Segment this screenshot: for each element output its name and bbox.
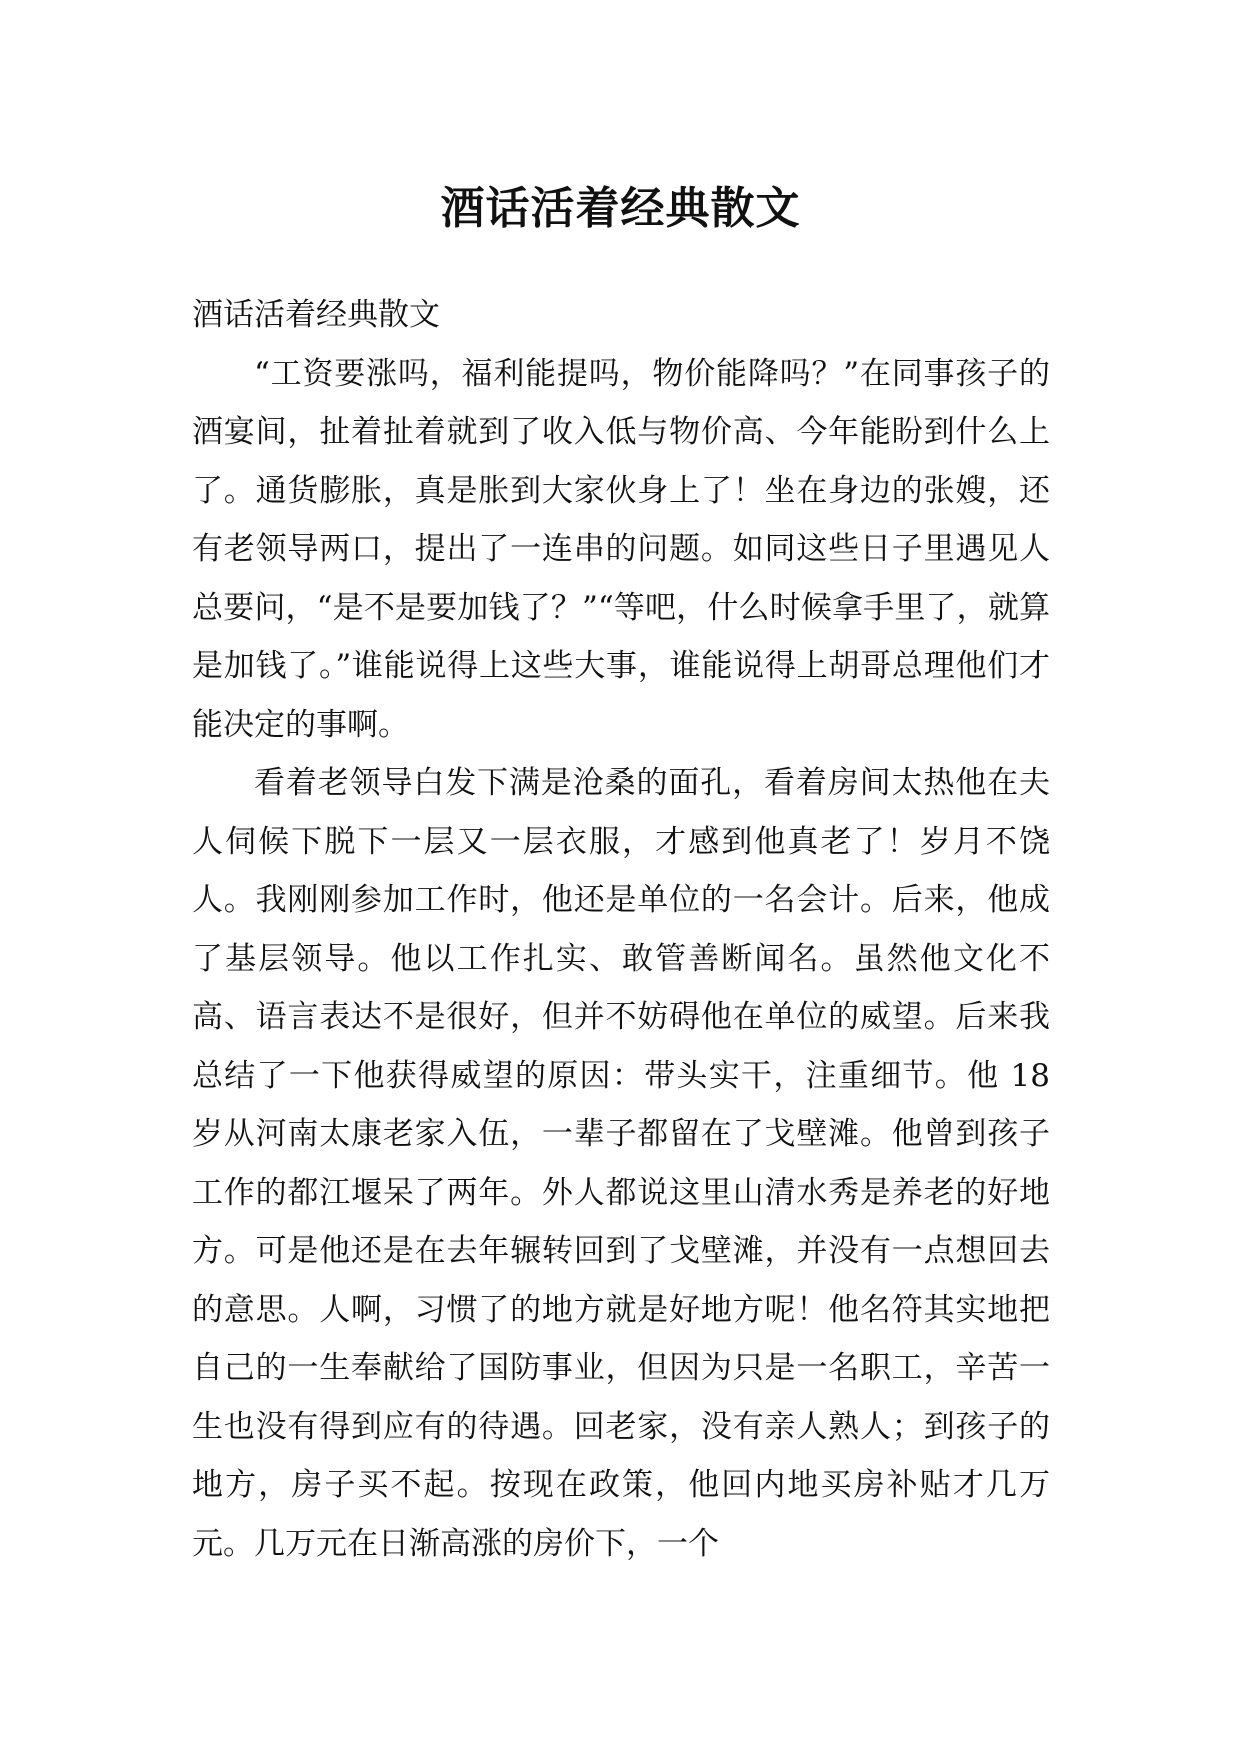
document-body	[192, 286, 1050, 1573]
document-subtitle: 酒话活着经典散文	[192, 297, 440, 333]
document-title: 酒话活着经典散文	[440, 183, 801, 235]
paragraph-2: 看着老领导白发下满是沧桑的面孔，看着房间太热他在夫人伺候下脱下一层又一层衣服，才感到他真老了！岁月不饶人。我刚刚参加工作时，他还是单位的一名会计。后来，他成了基层领导。他以工作扎实、敢管善断闻名。虽然他文化不高、语言表达不是很好，但并不妨碍他在单位的威望。后来我总结了一下他获得威望的原因：带头实干，注重细节。他 18 岁从河南太康老家入伍，一辈子都留在了戈壁滩。他曾到孩子工作的都江堰呆了两年。外人都说这里山清水秀是养老的好地方。可是他还是在去年辗转回到了戈壁滩，并没有一点想回去的意思。人啊，习惯了的地方就是好地方呢！他名符其实地把自己的一生奉献给了国防事业，但因为只是一名职工，辛苦一生也没有得到应有的待遇。回老家，没有亲人熟人；到孩子的地方，房子买不起。按现在政策，他回内地买房补贴才几万元。几万元在日渐高涨的房价下，一个	[192, 765, 1050, 1562]
paragraph-1: “工资要涨吗，福利能提吗，物价能降吗？”在同事孩子的酒宴间，扯着扯着就到了收入低与物价高、今年能盼到什么上了。通货膨胀，真是胀到大家伙身上了！坐在身边的张嫂，还有老领导两口，提出了一连串的问题。如同这些日子里遇见人总要问，“是不是要加钱了？”“等吧，什么时候拿手里了，就算是加钱了。”谁能说得上这些大事，谁能说得上胡哥总理他们才能决定的事啊。	[192, 355, 1050, 743]
